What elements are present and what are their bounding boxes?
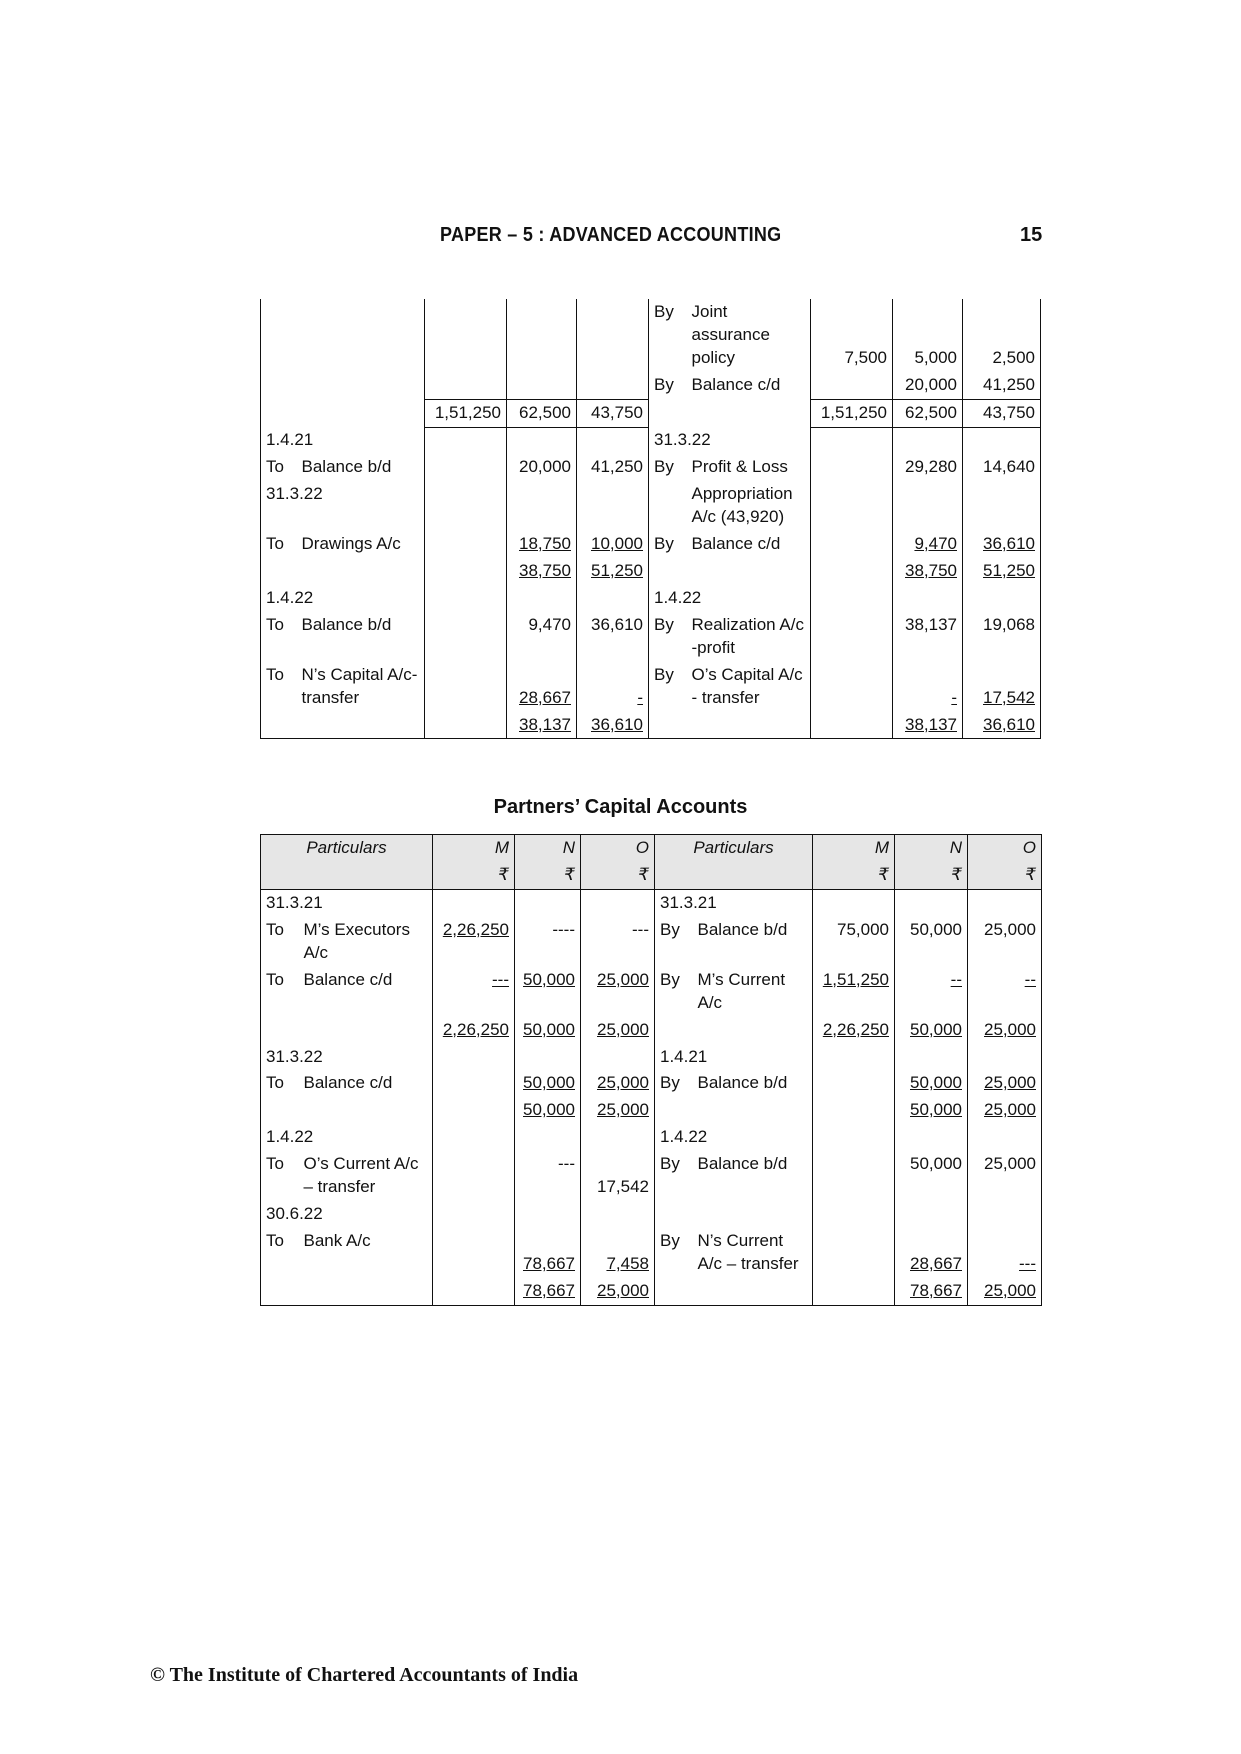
date-label: 1.4.21 — [261, 427, 425, 454]
dr-o: - — [637, 687, 643, 707]
rupee-symbol: ₹ — [433, 862, 515, 889]
cr-o: 41,250 — [963, 372, 1041, 399]
table-row — [261, 712, 1041, 739]
by-label: By — [654, 614, 674, 634]
particular-text: Balance b/d — [693, 1070, 813, 1097]
table-header-row — [261, 835, 1042, 862]
by-label: By — [655, 1070, 693, 1097]
table-row — [261, 917, 1042, 967]
total-dr-n: 62,500 — [507, 399, 577, 427]
particular-text: Balance c/d — [687, 372, 811, 399]
date-label: 31.3.21 — [261, 889, 433, 916]
particular-text: Appropriation A/c (43,920) — [687, 481, 811, 531]
page-header-title: PAPER – 5 : ADVANCED ACCOUNTING — [440, 224, 782, 246]
particular-text: O’s Capital A/c - transfer — [687, 662, 811, 712]
header-n: N — [895, 835, 968, 862]
particular-text: Profit & Loss — [687, 454, 811, 481]
dr-o: --- — [581, 917, 655, 967]
total-cr-o: 25,000 — [984, 1019, 1036, 1039]
date-label: 31.3.22 — [649, 427, 811, 454]
dr-n: 78,667 — [523, 1254, 575, 1273]
cr-n: 5,000 — [893, 299, 963, 372]
rupee-symbol: ₹ — [895, 862, 968, 889]
particular-text: Balance c/d — [299, 1070, 433, 1097]
total-cr-n: 62,500 — [893, 399, 963, 427]
total-dr-n: 50,000 — [523, 1019, 575, 1039]
table-row — [261, 1017, 1042, 1044]
rupee-symbol: ₹ — [515, 862, 581, 889]
cr-n: - — [951, 687, 957, 707]
total-cr-o: 36,610 — [983, 714, 1035, 734]
by-label: By — [655, 917, 693, 967]
cr-n: 28,667 — [910, 1254, 962, 1273]
particular-text: Balance c/d — [299, 967, 433, 1017]
dr-o: 7,458 — [606, 1254, 649, 1273]
dr-n: --- — [515, 1151, 581, 1201]
cr-o: --- — [1019, 1254, 1036, 1273]
footer-copyright: © The Institute of Chartered Accountants of India — [150, 1664, 579, 1686]
total-cr-o: 51,250 — [983, 560, 1035, 580]
to-label: To — [261, 612, 297, 662]
cr-m: 7,500 — [811, 299, 893, 372]
table-row — [261, 481, 1041, 531]
particular-text: Balance c/d — [687, 531, 811, 558]
total-cr-m: 2,26,250 — [822, 1019, 889, 1039]
dr-o: 36,610 — [577, 612, 649, 662]
total-dr-o: 51,250 — [591, 560, 643, 580]
particular-text: Balance b/d — [693, 917, 813, 967]
dr-n: 20,000 — [507, 454, 577, 481]
section-title: Partners’ Capital Accounts — [493, 796, 748, 818]
by-label: By — [655, 967, 693, 1017]
total-dr-m: 1,51,250 — [425, 399, 507, 427]
cr-o: 2,500 — [963, 299, 1041, 372]
total-dr-n: 38,750 — [519, 560, 571, 580]
dr-n: 50,000 — [523, 969, 575, 989]
dr-n: ---- — [515, 917, 581, 967]
date-label: 30.6.22 — [261, 1201, 433, 1228]
total-cr-n: 38,750 — [905, 560, 957, 580]
total-dr-n: 78,667 — [523, 1280, 575, 1300]
total-dr-m: 2,26,250 — [442, 1019, 509, 1039]
rupee-symbol: ₹ — [968, 862, 1042, 889]
table-row — [261, 531, 1041, 558]
dr-n: 9,470 — [507, 612, 577, 662]
table-row — [261, 1228, 1042, 1278]
dr-o: 41,250 — [577, 454, 649, 481]
by-label: By — [654, 457, 674, 477]
particular-text: N’s Current A/c – transfer — [693, 1228, 813, 1278]
particular-text: M’s Current A/c — [693, 967, 813, 1017]
table-row — [261, 1124, 1042, 1151]
cr-o: 25,000 — [984, 1073, 1036, 1093]
total-cr-o: 43,750 — [963, 399, 1041, 427]
dr-n: 28,667 — [519, 687, 571, 707]
table-row — [261, 1097, 1042, 1124]
table-header-row — [261, 862, 1042, 889]
header-m: M — [813, 835, 895, 862]
cr-o: 25,000 — [968, 917, 1042, 967]
particular-text: M’s Executors A/c — [299, 917, 433, 967]
table-row — [261, 372, 1041, 399]
to-label: To — [261, 454, 297, 481]
header-o: O — [581, 835, 655, 862]
cr-m: 75,000 — [813, 917, 895, 967]
table-row — [261, 1044, 1042, 1071]
table-row — [261, 1278, 1042, 1305]
cr-o: 25,000 — [968, 1151, 1042, 1201]
by-label: By — [655, 1151, 693, 1201]
total-cr-n: 50,000 — [910, 1019, 962, 1039]
header-particulars: Particulars — [655, 835, 813, 862]
particular-text: Realization A/c -profit — [687, 612, 811, 662]
by-label: By — [654, 374, 674, 394]
date-label: 1.4.22 — [261, 1124, 433, 1151]
table-row — [261, 662, 1041, 712]
to-label: To — [261, 967, 299, 1017]
capital-accounts-table — [260, 834, 1042, 1306]
dr-o: 10,000 — [591, 533, 643, 553]
to-label: To — [261, 1151, 299, 1201]
dr-m: --- — [492, 969, 509, 989]
dr-n: 50,000 — [523, 1073, 575, 1093]
rupee-symbol: ₹ — [581, 862, 655, 889]
to-label: To — [261, 1228, 299, 1278]
total-dr-o: 25,000 — [597, 1280, 649, 1300]
page-number: 15 — [1020, 224, 1043, 246]
particular-text: Balance b/d — [693, 1151, 813, 1201]
by-label: By — [654, 533, 674, 553]
cr-n: 50,000 — [895, 917, 968, 967]
cr-n: 20,000 — [893, 372, 963, 399]
cr-m: 1,51,250 — [822, 969, 889, 989]
table-row — [261, 299, 1041, 372]
table-row — [261, 967, 1042, 1017]
date-label: 1.4.21 — [655, 1044, 813, 1071]
cr-n: 50,000 — [910, 1073, 962, 1093]
by-label: By — [654, 302, 674, 321]
by-label: By — [655, 1228, 693, 1278]
table-row — [261, 1201, 1042, 1228]
total-cr-n: 50,000 — [910, 1100, 962, 1120]
date-label: 1.4.22 — [655, 1124, 813, 1151]
cr-o: 14,640 — [963, 454, 1041, 481]
cr-o: 17,542 — [983, 687, 1035, 707]
particular-text: Balance b/d — [297, 454, 425, 481]
particular-text: Balance b/d — [297, 612, 425, 662]
cr-n: 9,470 — [914, 533, 957, 553]
header-particulars: Particulars — [261, 835, 433, 862]
table-row — [261, 1151, 1042, 1201]
particular-text: N’s Capital A/c-transfer — [297, 662, 425, 712]
total-dr-o: 25,000 — [597, 1019, 649, 1039]
date-label: 31.3.22 — [261, 1044, 433, 1071]
cr-o: 19,068 — [963, 612, 1041, 662]
cr-o: -- — [1024, 969, 1036, 989]
total-dr-o: 25,000 — [597, 1100, 649, 1120]
date-label: 1.4.22 — [649, 585, 811, 612]
table-row — [261, 427, 1041, 454]
total-cr-n: 38,137 — [905, 714, 957, 734]
total-cr-m: 1,51,250 — [811, 399, 893, 427]
table-row — [261, 558, 1041, 585]
total-cr-o: 25,000 — [984, 1280, 1036, 1300]
dr-m: 2,26,250 — [442, 919, 509, 939]
total-dr-n: 50,000 — [523, 1100, 575, 1120]
header-o: O — [968, 835, 1042, 862]
cr-n: -- — [950, 969, 962, 989]
header-n: N — [515, 835, 581, 862]
particular-text: Drawings A/c — [297, 531, 425, 558]
header-m: M — [433, 835, 515, 862]
dr-o: 25,000 — [597, 1073, 649, 1093]
to-label: To — [261, 917, 299, 967]
particular-text: Bank A/c — [299, 1228, 433, 1278]
dr-n: 18,750 — [519, 533, 571, 553]
cr-o: 36,610 — [983, 533, 1035, 553]
particular-text: Joint assurance policy — [687, 299, 811, 372]
to-label: To — [261, 662, 297, 712]
table-row — [261, 399, 1041, 427]
date-label: 31.3.21 — [655, 889, 813, 916]
total-dr-n: 38,137 — [519, 714, 571, 734]
table-row — [261, 889, 1042, 916]
by-label: By — [654, 664, 674, 684]
to-label: To — [261, 1070, 299, 1097]
total-cr-n: 78,667 — [910, 1280, 962, 1300]
table-row — [261, 585, 1041, 612]
date-label: 31.3.22 — [261, 481, 425, 531]
to-label: To — [261, 531, 297, 558]
cr-n: 29,280 — [893, 454, 963, 481]
total-dr-o: 43,750 — [577, 399, 649, 427]
cr-n: 38,137 — [893, 612, 963, 662]
dr-o: 25,000 — [597, 969, 649, 989]
date-label: 1.4.22 — [261, 585, 425, 612]
cr-n: 50,000 — [895, 1151, 968, 1201]
rupee-symbol: ₹ — [813, 862, 895, 889]
total-cr-o: 25,000 — [984, 1100, 1036, 1120]
particular-text: O’s Current A/c – transfer — [299, 1151, 433, 1201]
total-dr-o: 36,610 — [591, 714, 643, 734]
table-row — [261, 1070, 1042, 1097]
dr-o: 17,542 — [581, 1151, 655, 1201]
current-accounts-table — [260, 299, 1041, 739]
table-row — [261, 612, 1041, 662]
table-row — [261, 454, 1041, 481]
